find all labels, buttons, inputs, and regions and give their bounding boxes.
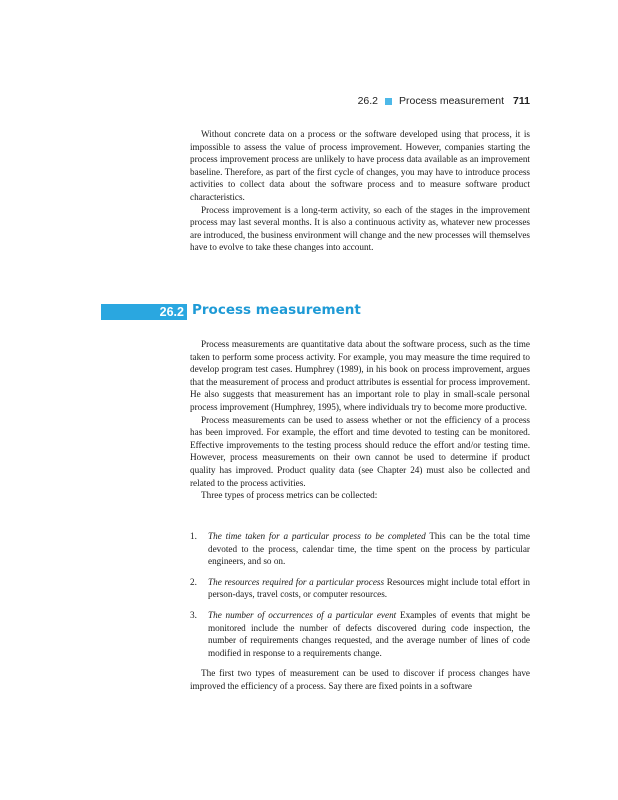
list-text: Resources might include total effort in person-days, travel costs, or computer resources. xyxy=(208,576,530,600)
list-item xyxy=(190,530,530,568)
list-term: The number of occurrences of a particular event xyxy=(208,609,397,620)
list-term: The resources required for a particular process xyxy=(208,576,385,587)
running-head-section: 26.2 xyxy=(357,95,378,107)
list-text: Examples of events that might be monitored include the number of defects discovered during code inspection, the number of requirements changes requested, and the average number of lines of code modified in response to a requirements change. xyxy=(208,609,530,658)
list-number: 2. xyxy=(190,576,197,587)
square-bullet-icon xyxy=(385,98,392,105)
section-body xyxy=(190,338,530,502)
list-item xyxy=(190,576,530,601)
closing-text xyxy=(190,667,530,692)
metrics-list xyxy=(190,530,530,667)
list-term: The time taken for a particular process to be completed xyxy=(208,531,426,541)
running-head xyxy=(358,95,530,107)
section-number-bar xyxy=(101,304,187,320)
list-number: 3. xyxy=(190,609,197,620)
paragraph: Process measurements are quantitative data about the software process, such as the time taken to perform some process activity. For example, you may measure the time required to develop program test cases. Humphrey (1989), in his book on process improvement, argues that the measurement of process and product attributes is essential for process improvement. He also suggests that measurement has an important role to play in small-scale personal process improvement (Humphrey, 1995), where individuals try to become more productive. xyxy=(190,339,530,412)
intro-text xyxy=(190,128,530,254)
list-text: This can be the total time devoted to the process, calendar time, the time spent on the process by particular engineers, and so on. xyxy=(208,531,530,567)
list-number: 1. xyxy=(190,531,197,541)
paragraph: The first two types of measurement can be used to discover if process changes have improved the efficiency of a process. Say there are fixed points in a software xyxy=(190,668,530,691)
paragraph: Without concrete data on a process or the software developed using that process, it is impossible to assess the value of process improvement. However, companies starting the process improvement process are unlikely to have process data available as an improvement baseline. Therefore, as part of the first cycle of changes, you may have to introduce process activities to collect data about the software process and to measure software product characteristics. xyxy=(190,129,530,202)
paragraph: Process improvement is a long-term activity, so each of the stages in the improvement process may last several months. It is also a continuous activity as, whatever new processes are introduced, the business environment will change and the new processes will themselves have to evolve to take these changes into account. xyxy=(190,204,530,253)
page-number: 711 xyxy=(513,95,530,107)
list-item xyxy=(190,609,530,659)
running-head-title: Process measurement xyxy=(399,95,505,107)
section-title: Process measurement xyxy=(192,302,361,318)
section-number: 26.2 xyxy=(159,305,184,319)
paragraph: Three types of process metrics can be collected: xyxy=(201,490,378,501)
paragraph: Process measurements can be used to assess whether or not the efficiency of a process has been improved. For example, the effort and time devoted to testing can be monitored. Effective improvements to the testing process should reduce the effort and/or testing time. However, process measurements on their own cannot be used to determine if product quality has improved. Product quality data (see Chapter 24) must also be collected and related to the process activities. xyxy=(190,414,530,488)
